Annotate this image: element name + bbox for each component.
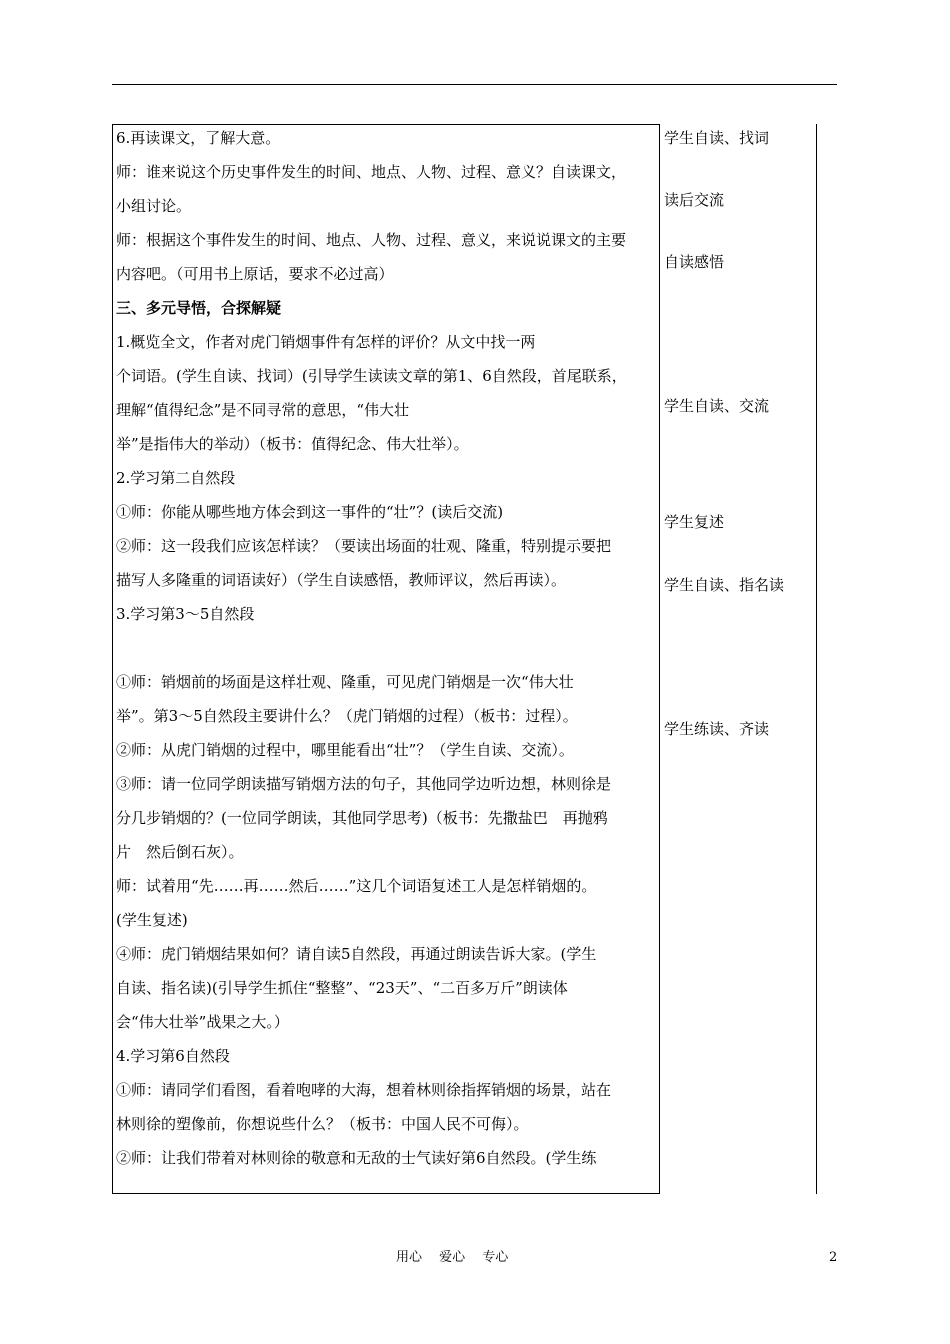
lesson-text-line: ④师：虎门销烟结果如何？请自读5自然段，再通过朗读告诉大家。(学生: [116, 945, 597, 963]
section-heading: 三、多元导悟，合探解疑: [116, 299, 282, 317]
lesson-text-line: 3.学习第3～5自然段: [116, 605, 255, 623]
lesson-text-line: 分几步销烟的？(一位同学朗读，其他同学思考)（板书：先撒盐巴 再抛鸦: [116, 809, 608, 827]
footer-motto: 用心 爱心 专心: [396, 1250, 509, 1265]
lesson-text-line: 6.再读课文，了解大意。: [116, 129, 281, 147]
lesson-text-line: 内容吧。（可用书上原话，要求不必过高）: [116, 265, 394, 283]
lesson-text-line: ②师：这一段我们应该怎样读？（要读出场面的壮观、隆重，特别提示要把: [116, 537, 612, 555]
lesson-text-line: 会“伟大壮举”战果之大。）: [116, 1013, 289, 1031]
lesson-text-line: 个词语。(学生自读、找词）(引导学生读读文章的第1、6自然段，首尾联系，: [116, 367, 627, 385]
lesson-text-line: 小组讨论。: [116, 197, 192, 215]
lesson-text-line: 举”是指伟大的举动）（板书：值得纪念、伟大壮举）。: [116, 435, 469, 453]
student-activity-note: 学生复述: [664, 513, 725, 531]
lesson-text-line: ②师：让我们带着对林则徐的敬意和无敌的士气读好第6自然段。(学生练: [116, 1149, 597, 1167]
lesson-text-line: 师：根据这个事件发生的时间、地点、人物、过程、意义，来说说课文的主要: [116, 231, 627, 249]
student-activity-note: 学生练读、齐读: [664, 720, 770, 738]
lesson-content-box: [112, 124, 660, 1194]
lesson-text-line: (学生复述): [116, 911, 188, 929]
side-column-right-border: [816, 124, 817, 1194]
lesson-text-line: ①师：你能从哪些地方体会到这一事件的“壮”？(读后交流): [116, 503, 504, 521]
lesson-text-line: 片 然后倒石灰）。: [116, 843, 244, 861]
page-number: 2: [829, 1250, 838, 1265]
lesson-text-line: 举”。第3～5自然段主要讲什么？（虎门销烟的过程）（板书：过程）。: [116, 707, 578, 725]
student-activity-note: 读后交流: [664, 191, 725, 209]
student-activity-note: 学生自读、指名读: [664, 576, 785, 594]
lesson-text-line: ②师：从虎门销烟的过程中，哪里能看出“壮”？（学生自读、交流）。: [116, 741, 574, 759]
student-activity-note: 学生自读、交流: [664, 397, 770, 415]
lesson-text-line: 理解“值得纪念”是不同寻常的意思，“伟大壮: [116, 401, 410, 419]
lesson-text-line: 师：谁来说这个历史事件发生的时间、地点、人物、过程、意义？自读课文，: [116, 163, 627, 181]
lesson-text-line: 自读、指名读)(引导学生抓住“整整”、“23天”、“二百多万斤”朗读体: [116, 979, 568, 997]
student-activity-note: 自读感悟: [664, 253, 725, 271]
lesson-text-line: 4.学习第6自然段: [116, 1047, 230, 1065]
lesson-text-line: 师：试着用“先……再……然后……”这几个词语复述工人是怎样销烟的。: [116, 877, 597, 895]
header-rule: [112, 84, 837, 85]
lesson-text-line: 林则徐的塑像前，你想说些什么？（板书：中国人民不可侮）。: [116, 1115, 529, 1133]
student-activity-note: 学生自读、找词: [664, 129, 770, 147]
lesson-text-line: ③师：请一位同学朗读描写销烟方法的句子，其他同学边听边想，林则徐是: [116, 775, 612, 793]
lesson-text-line: 2.学习第二自然段: [116, 469, 236, 487]
lesson-text-line: ①师：销烟前的场面是这样壮观、隆重，可见虎门销烟是一次“伟大壮: [116, 673, 574, 691]
lesson-text-line: 1.概览全文，作者对虎门销烟事件有怎样的评价？从文中找一两: [116, 333, 536, 351]
lesson-text-line: ①师：请同学们看图，看着咆哮的大海，想着林则徐指挥销烟的场景，站在: [116, 1081, 612, 1099]
lesson-text-line: 描写人多隆重的词语读好）（学生自读感悟，教师评议，然后再读）。: [116, 571, 567, 589]
